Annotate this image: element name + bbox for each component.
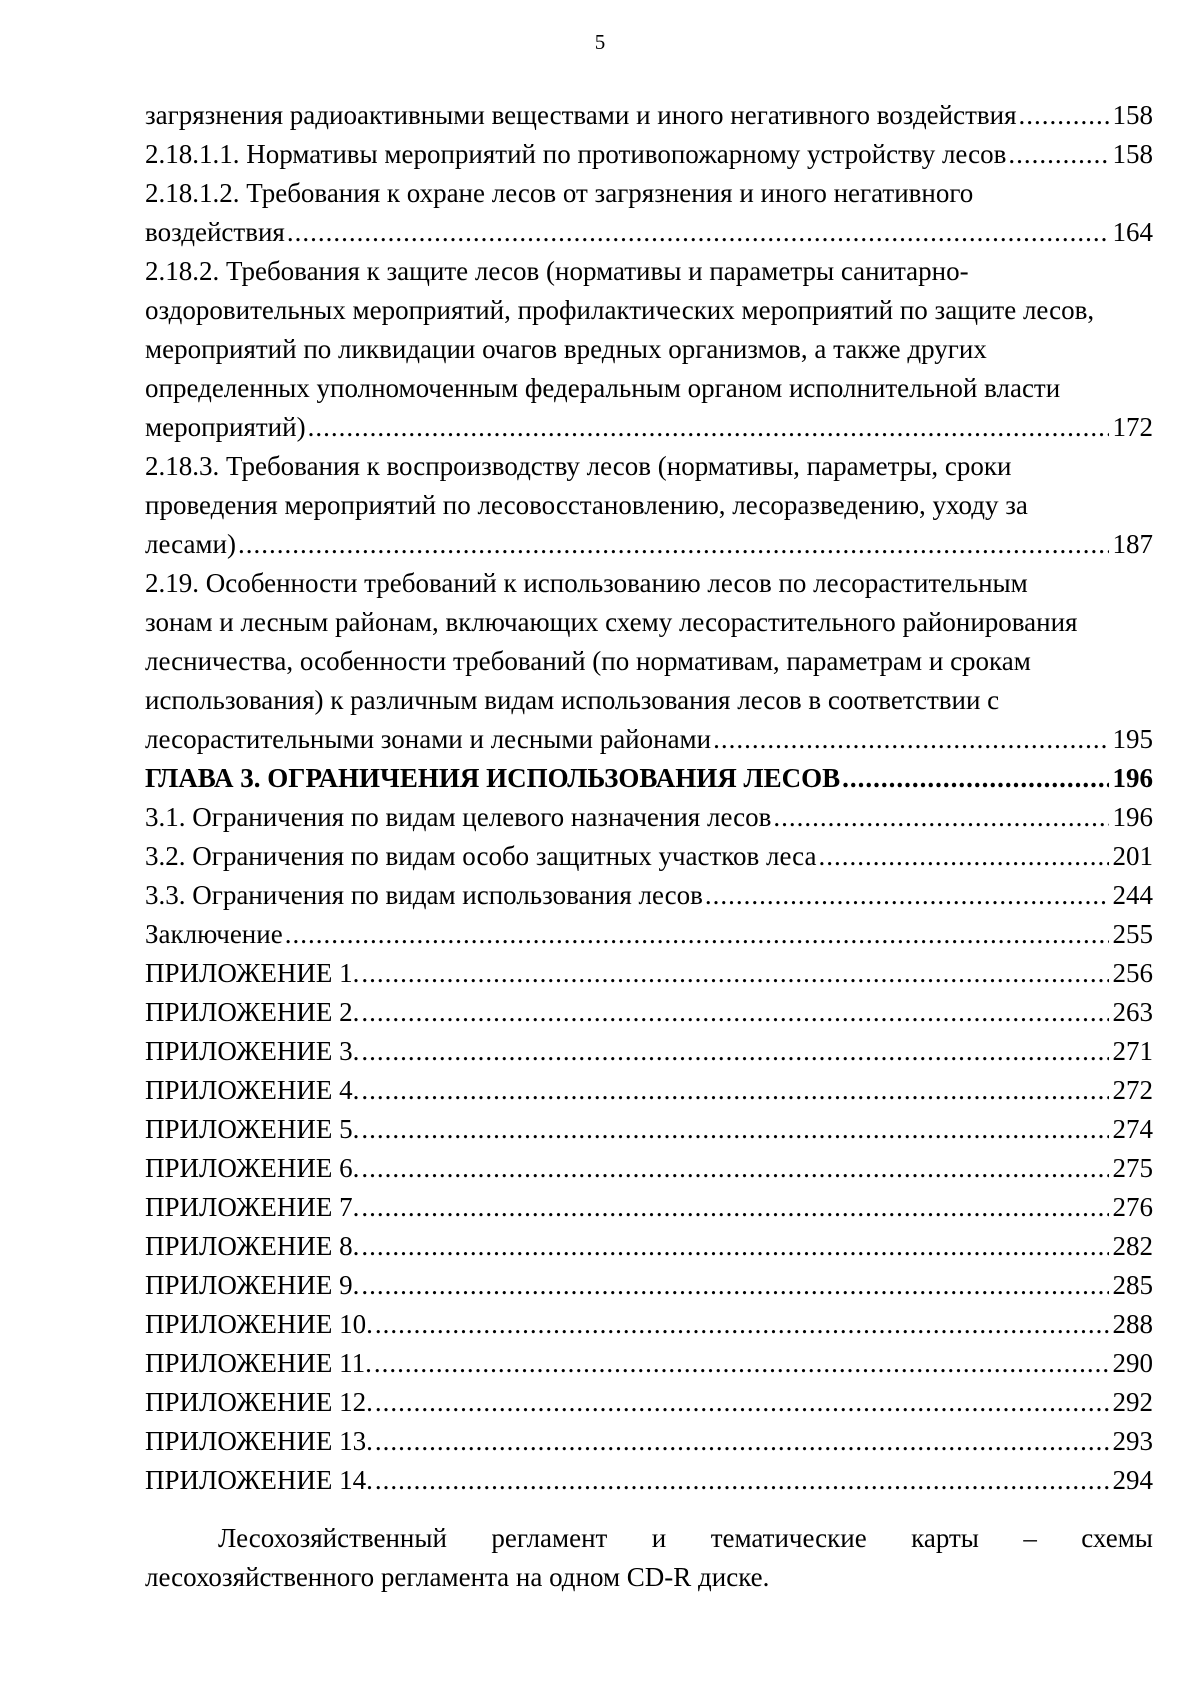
toc-entry-text: проведения мероприятий по лесовосстановлению, лесоразведению, уходу за [145, 490, 1028, 520]
toc-entry-page: 263 [1112, 997, 1153, 1027]
toc-leader-dots [361, 1188, 1108, 1227]
closing-note-word: – [1023, 1523, 1037, 1553]
toc-entry [145, 1227, 1153, 1266]
toc-entry-page: 275 [1112, 1153, 1153, 1183]
toc-entry-text: лесорастительными зонами и лесными районами [145, 724, 712, 754]
toc-entry-page: 255 [1112, 919, 1153, 949]
toc-entry-text: ПРИЛОЖЕНИЕ 2. [145, 997, 360, 1027]
toc-entry [145, 330, 1153, 369]
toc-entry [145, 1383, 1153, 1422]
toc-entry-text: ПРИЛОЖЕНИЕ 3. [145, 1036, 360, 1066]
toc-entry-text: ПРИЛОЖЕНИЕ 1. [145, 958, 360, 988]
toc-leader-dots [705, 876, 1109, 915]
toc-entry-text: 2.18.1.1. Нормативы мероприятий по противопожарному устройству лесов [145, 139, 1007, 169]
toc-entry-page: 276 [1112, 1192, 1153, 1222]
toc-leader-dots [818, 837, 1108, 876]
toc-leader-dots [375, 1461, 1109, 1500]
toc-leader-dots [375, 1383, 1109, 1422]
toc-leader-dots [842, 759, 1108, 798]
toc-leader-dots [375, 1422, 1109, 1461]
toc-entry-text: 2.18.1.2. Требования к охране лесов от загрязнения и иного негативного [145, 178, 974, 208]
closing-note-word: регламент [491, 1523, 608, 1553]
toc-entry [145, 798, 1153, 837]
toc-entry [145, 1344, 1153, 1383]
toc-entry [145, 96, 1153, 135]
toc-entry-page: 282 [1112, 1231, 1153, 1261]
toc-entry-page: 244 [1112, 880, 1153, 910]
toc-entry-page: 285 [1112, 1270, 1153, 1300]
toc-entry-page: 164 [1112, 217, 1153, 247]
toc-entry [145, 291, 1153, 330]
toc-leader-dots [1019, 96, 1109, 135]
toc-entry-page: 256 [1112, 958, 1153, 988]
toc-entry-text: 2.18.2. Требования к защите лесов (нормативы и параметры санитарно- [145, 256, 969, 286]
toc-entry-page: 293 [1112, 1426, 1153, 1456]
toc-entry [145, 252, 1153, 291]
toc-leader-dots [1008, 135, 1108, 174]
toc-leader-dots [374, 1344, 1109, 1383]
toc-entry-text: ПРИЛОЖЕНИЕ 10. [145, 1309, 373, 1339]
toc-entry-text: оздоровительных мероприятий, профилактических мероприятий по защите лесов, [145, 295, 1095, 325]
toc-entry [145, 837, 1153, 876]
toc-entry [145, 876, 1153, 915]
page-number: 5 [594, 30, 606, 54]
toc-leader-dots [238, 525, 1109, 564]
toc-entry-text: 3.3. Ограничения по видам использования лесов [145, 880, 703, 910]
toc-leader-dots [361, 1110, 1108, 1149]
toc-entry-text: мероприятий) [145, 412, 306, 442]
closing-note-word: тематические [710, 1523, 867, 1553]
toc-leader-dots [361, 1071, 1108, 1110]
toc-entry-text: ПРИЛОЖЕНИЕ 8. [145, 1231, 360, 1261]
toc-leader-dots [361, 1149, 1108, 1188]
toc-entry-page: 274 [1112, 1114, 1153, 1144]
closing-note [145, 1519, 1153, 1597]
toc-entry-text: ПРИЛОЖЕНИЕ 14. [145, 1465, 373, 1495]
toc-entry-text: мероприятий по ликвидации очагов вредных организмов, а также других [145, 334, 987, 364]
toc-entry-page: 272 [1112, 1075, 1153, 1105]
toc-entry [145, 369, 1153, 408]
closing-note-line-2: лесохозяйственного регламента на одном CD-R диске. [145, 1562, 770, 1592]
toc-entry-page: 290 [1112, 1348, 1153, 1378]
toc-entry [145, 1071, 1153, 1110]
toc-entry [145, 213, 1153, 252]
toc-entry [145, 1461, 1153, 1500]
toc-entry-text: ПРИЛОЖЕНИЕ 9. [145, 1270, 360, 1300]
toc-leader-dots [361, 993, 1108, 1032]
closing-note-word: Лесохозяйственный [218, 1523, 447, 1553]
toc-entry-text: воздействия [145, 217, 285, 247]
toc-entry [145, 174, 1153, 213]
toc-entry-page: 195 [1112, 724, 1153, 754]
toc-entry [145, 1149, 1153, 1188]
toc-entry-text: Заключение [145, 919, 283, 949]
toc-entry-text: ПРИЛОЖЕНИЕ 6. [145, 1153, 360, 1183]
toc-leader-dots [361, 1227, 1108, 1266]
toc-entry-text: ПРИЛОЖЕНИЕ 5. [145, 1114, 360, 1144]
toc-leader-dots [361, 954, 1108, 993]
closing-note-line-1 [145, 1519, 1153, 1558]
table-of-contents [145, 96, 1153, 1500]
toc-entry [145, 1110, 1153, 1149]
toc-leader-dots [308, 408, 1109, 447]
toc-entry-text: использования) к различным видам использования лесов в соответствии с [145, 685, 1000, 715]
toc-entry [145, 486, 1153, 525]
toc-entry [145, 408, 1153, 447]
closing-note-word: карты [911, 1523, 979, 1553]
toc-leader-dots [285, 915, 1109, 954]
closing-note-word: и [651, 1523, 667, 1553]
toc-entry-text: 3.1. Ограничения по видам целевого назначения лесов [145, 802, 772, 832]
toc-entry-text: ПРИЛОЖЕНИЕ 7. [145, 1192, 360, 1222]
toc-entry [145, 603, 1153, 642]
toc-entry-text: определенных уполномоченным федеральным органом исполнительной власти [145, 373, 1061, 403]
toc-entry [145, 1305, 1153, 1344]
toc-leader-dots [773, 798, 1108, 837]
toc-entry-text: ПРИЛОЖЕНИЕ 12. [145, 1387, 373, 1417]
toc-entry-text: ГЛАВА 3. ОГРАНИЧЕНИЯ ИСПОЛЬЗОВАНИЯ ЛЕСОВ [145, 763, 841, 793]
closing-note-word: схемы [1081, 1523, 1153, 1553]
toc-entry [145, 720, 1153, 759]
toc-entry-text: ПРИЛОЖЕНИЕ 11. [145, 1348, 372, 1378]
toc-entry [145, 642, 1153, 681]
toc-entry [145, 1032, 1153, 1071]
toc-entry-text: лесничества, особенности требований (по нормативам, параметрам и срокам [145, 646, 1031, 676]
toc-entry-page: 196 [1112, 802, 1153, 832]
toc-entry [145, 1266, 1153, 1305]
toc-entry-text: ПРИЛОЖЕНИЕ 13. [145, 1426, 373, 1456]
toc-leader-dots [361, 1032, 1108, 1071]
toc-entry-text: лесами) [145, 529, 236, 559]
toc-entry [145, 954, 1153, 993]
toc-entry-page: 172 [1112, 412, 1153, 442]
toc-entry-page: 187 [1112, 529, 1153, 559]
toc-entry-page: 294 [1112, 1465, 1153, 1495]
toc-leader-dots [375, 1305, 1109, 1344]
toc-entry [145, 564, 1153, 603]
toc-entry [145, 915, 1153, 954]
toc-entry-text: 2.18.3. Требования к воспроизводству лесов (нормативы, параметры, сроки [145, 451, 1012, 481]
toc-leader-dots [361, 1266, 1108, 1305]
toc-entry-page: 292 [1112, 1387, 1153, 1417]
toc-entry [145, 759, 1153, 798]
toc-entry [145, 447, 1153, 486]
toc-entry-page: 196 [1112, 763, 1153, 793]
toc-entry-text: 3.2. Ограничения по видам особо защитных участков леса [145, 841, 817, 871]
toc-entry [145, 135, 1153, 174]
toc-leader-dots [713, 720, 1108, 759]
toc-entry [145, 993, 1153, 1032]
toc-entry-page: 201 [1112, 841, 1153, 871]
toc-entry-text: зонам и лесным районам, включающих схему лесорастительного районирования [145, 607, 1078, 637]
toc-entry-text: ПРИЛОЖЕНИЕ 4. [145, 1075, 360, 1105]
toc-entry [145, 525, 1153, 564]
toc-entry-page: 158 [1112, 139, 1153, 169]
toc-entry-page: 288 [1112, 1309, 1153, 1339]
toc-entry [145, 681, 1153, 720]
toc-entry-page: 271 [1112, 1036, 1153, 1066]
toc-leader-dots [287, 213, 1109, 252]
toc-entry-page: 158 [1112, 100, 1153, 130]
toc-entry-text: загрязнения радиоактивными веществами и иного негативного воздействия [145, 100, 1017, 130]
toc-entry [145, 1422, 1153, 1461]
toc-entry-text: 2.19. Особенности требований к использованию лесов по лесорастительным [145, 568, 1028, 598]
toc-entry [145, 1188, 1153, 1227]
